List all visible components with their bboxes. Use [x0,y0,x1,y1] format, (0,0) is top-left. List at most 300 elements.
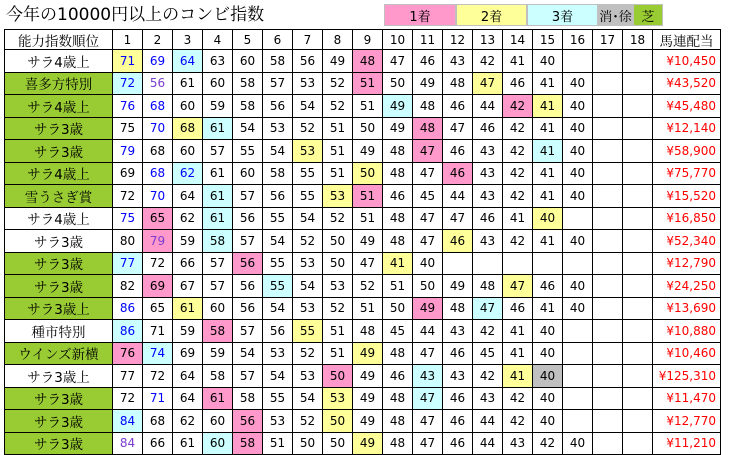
index-cell: 41 [533,185,563,208]
index-cell: 84 [113,410,143,433]
index-cell: 41 [383,253,413,276]
index-cell: 40 [563,433,593,455]
header-rank: 7 [293,29,323,50]
index-cell: 69 [113,163,143,186]
index-cell: 57 [263,73,293,96]
index-cell: 58 [203,320,233,343]
index-cell: 46 [503,298,533,321]
index-cell: 44 [473,95,503,118]
index-cell: 50 [413,275,443,298]
index-cell: 43 [473,388,503,411]
index-cell: 77 [113,253,143,276]
header-rank: 11 [413,29,443,50]
index-cell: 40 [563,118,593,141]
index-cell: 53 [263,343,293,366]
index-cell: 46 [413,50,443,73]
index-cell: 52 [323,298,353,321]
index-cell: 40 [533,208,563,231]
index-cell: 45 [383,320,413,343]
payout-cell: ¥58,900 [653,140,721,163]
index-cell: 40 [563,275,593,298]
index-cell: 64 [173,388,203,411]
header-rank: 10 [383,29,413,50]
index-cell: 53 [323,388,353,411]
payout-cell: ¥15,520 [653,185,721,208]
index-cell [623,410,653,433]
index-cell: 49 [353,140,383,163]
index-cell: 58 [233,95,263,118]
index-cell: 48 [413,118,443,141]
index-cell: 42 [503,163,533,186]
index-cell: 42 [503,388,533,411]
index-cell: 72 [113,388,143,411]
index-cell: 40 [563,163,593,186]
payout-cell: ¥12,770 [653,410,721,433]
index-cell: 41 [533,298,563,321]
index-cell: 57 [233,230,263,253]
payout-cell: ¥10,450 [653,50,721,73]
index-cell: 51 [323,343,353,366]
index-cell: 86 [113,298,143,321]
index-cell [623,275,653,298]
index-cell: 43 [443,50,473,73]
index-cell: 54 [293,275,323,298]
index-cell: 49 [383,118,413,141]
index-cell [563,208,593,231]
index-cell: 72 [143,365,173,388]
race-name-cell: ウインズ新横 [4,343,113,366]
index-cell: 75 [113,118,143,141]
legend-item: 1着 [384,4,456,26]
index-cell: 79 [113,140,143,163]
index-cell: 40 [563,230,593,253]
header-rank: 12 [443,29,473,50]
index-cell: 60 [233,163,263,186]
index-cell: 49 [353,410,383,433]
index-cell: 49 [413,73,443,96]
header-rank: 17 [593,29,623,50]
index-cell: 52 [293,118,323,141]
index-cell: 57 [203,140,233,163]
index-cell: 50 [353,163,383,186]
index-cell [623,73,653,96]
race-name-cell: 雪うさぎ賞 [4,185,113,208]
index-cell: 61 [203,185,233,208]
payout-cell: ¥12,140 [653,118,721,141]
index-cell: 70 [143,185,173,208]
index-cell: 58 [233,433,263,455]
index-cell: 46 [443,163,473,186]
index-cell: 75 [113,208,143,231]
index-cell: 59 [173,230,203,253]
index-cell: 51 [353,95,383,118]
index-cell: 50 [383,298,413,321]
index-cell: 69 [143,50,173,73]
index-cell: 59 [173,320,203,343]
index-cell [593,320,623,343]
index-cell: 64 [173,185,203,208]
race-name-cell: サラ4歳上 [4,95,113,118]
index-cell: 47 [413,208,443,231]
race-name-cell: サラ3歳 [4,433,113,455]
index-cell: 76 [113,95,143,118]
index-cell [563,388,593,411]
index-cell: 49 [413,298,443,321]
index-cell: 47 [503,275,533,298]
index-cell [623,230,653,253]
payout-cell: ¥43,520 [653,73,721,96]
header-rank: 9 [353,29,383,50]
index-cell: 47 [443,208,473,231]
index-cell: 41 [533,95,563,118]
index-cell: 49 [353,365,383,388]
index-cell: 61 [203,388,233,411]
index-cell [593,253,623,276]
index-cell: 47 [353,253,383,276]
header-rank: 14 [503,29,533,50]
index-cell: 51 [353,208,383,231]
index-cell [533,253,563,276]
index-cell: 50 [323,433,353,455]
index-cell: 64 [173,365,203,388]
payout-cell: ¥13,690 [653,298,721,321]
index-cell [593,185,623,208]
index-cell: 47 [413,410,443,433]
legend-item: 2着 [456,4,527,26]
index-cell [593,95,623,118]
index-cell: 56 [233,275,263,298]
sheet-title: 今年の10000円以上のコンビ指数 [6,2,264,28]
race-name-cell: 種市特別 [4,320,113,343]
index-cell: 59 [203,343,233,366]
index-cell [503,253,533,276]
index-cell [443,253,473,276]
payout-cell: ¥52,340 [653,230,721,253]
index-cell: 62 [173,208,203,231]
index-cell: 79 [143,230,173,253]
index-cell: 61 [203,163,233,186]
index-cell: 51 [353,185,383,208]
index-cell: 44 [473,433,503,455]
index-cell: 68 [143,140,173,163]
index-cell: 51 [353,73,383,96]
index-cell: 40 [533,320,563,343]
index-cell: 53 [263,410,293,433]
index-cell: 48 [473,275,503,298]
index-cell: 43 [413,365,443,388]
index-cell: 43 [503,433,533,455]
index-cell: 69 [143,275,173,298]
index-cell: 56 [233,253,263,276]
payout-cell: ¥125,310 [653,365,721,388]
race-name-cell: サラ4歳上 [4,208,113,231]
index-cell: 56 [233,410,263,433]
index-cell: 57 [203,253,233,276]
index-cell: 59 [203,95,233,118]
index-cell [623,50,653,73]
index-cell [623,118,653,141]
index-cell: 55 [293,320,323,343]
index-cell: 41 [533,140,563,163]
index-cell: 54 [263,230,293,253]
payout-cell: ¥10,880 [653,320,721,343]
index-cell: 82 [113,275,143,298]
index-cell: 45 [413,185,443,208]
index-cell [593,298,623,321]
index-cell: 46 [443,410,473,433]
index-cell: 65 [143,208,173,231]
index-cell: 60 [203,298,233,321]
index-cell: 40 [563,298,593,321]
race-name-cell: 喜多方特別 [4,73,113,96]
index-cell: 51 [323,163,353,186]
index-cell: 40 [533,388,563,411]
index-cell: 46 [473,118,503,141]
index-cell: 49 [443,275,473,298]
index-cell: 41 [533,118,563,141]
index-cell: 68 [173,118,203,141]
index-cell: 47 [443,118,473,141]
index-cell: 48 [383,433,413,455]
index-cell: 46 [443,433,473,455]
index-cell [623,163,653,186]
index-cell: 53 [323,275,353,298]
index-cell: 54 [263,140,293,163]
index-cell: 58 [263,50,293,73]
index-cell: 44 [443,185,473,208]
index-cell [623,95,653,118]
index-cell: 53 [293,365,323,388]
race-name-cell: サラ3歳 [4,253,113,276]
race-name-cell: サラ4歳上 [4,50,113,73]
index-cell: 40 [533,343,563,366]
index-cell: 40 [413,253,443,276]
index-cell: 48 [383,410,413,433]
index-cell: 50 [293,433,323,455]
index-cell: 41 [503,343,533,366]
race-name-cell: サラ3歳 [4,140,113,163]
index-cell: 53 [293,298,323,321]
index-cell [563,343,593,366]
index-cell: 49 [323,50,353,73]
index-cell: 44 [413,320,443,343]
index-cell: 50 [323,410,353,433]
index-cell: 53 [293,73,323,96]
index-cell: 72 [113,185,143,208]
index-cell: 46 [383,185,413,208]
index-cell: 51 [383,275,413,298]
index-cell: 55 [263,253,293,276]
index-cell: 68 [143,410,173,433]
index-cell: 60 [203,410,233,433]
race-name-cell: サラ3歳 [4,118,113,141]
index-cell [623,388,653,411]
index-cell: 42 [503,95,533,118]
index-cell: 49 [383,95,413,118]
payout-cell: ¥11,470 [653,388,721,411]
index-cell: 53 [323,185,353,208]
index-cell [593,50,623,73]
index-cell: 43 [473,163,503,186]
index-cell: 56 [233,208,263,231]
header-payout: 馬連配当 [653,29,721,50]
header-rank: 2 [143,29,173,50]
index-cell: 53 [263,118,293,141]
index-cell: 48 [383,163,413,186]
index-cell [593,275,623,298]
index-cell: 43 [443,320,473,343]
payout-cell: ¥45,480 [653,95,721,118]
index-cell [623,320,653,343]
index-cell [593,410,623,433]
header-label: 能力指数順位 [4,29,113,50]
index-cell: 71 [143,320,173,343]
index-cell: 46 [503,73,533,96]
index-cell: 56 [143,73,173,96]
legend-item: 芝 [633,4,663,26]
race-name-cell: サラ4歳上 [4,163,113,186]
race-name-cell: サラ3歳 [4,410,113,433]
index-cell: 71 [113,50,143,73]
payout-cell: ¥75,770 [653,163,721,186]
index-cell: 47 [473,298,503,321]
index-cell: 49 [353,433,383,455]
index-cell: 41 [503,208,533,231]
legend-item: 3着 [527,4,598,26]
index-cell: 67 [173,275,203,298]
index-cell: 57 [233,185,263,208]
index-cell: 49 [353,343,383,366]
index-cell: 60 [203,73,233,96]
index-cell: 40 [563,95,593,118]
index-cell: 42 [473,365,503,388]
index-cell: 50 [323,253,353,276]
index-cell: 61 [203,118,233,141]
index-cell [593,343,623,366]
header-rank: 6 [263,29,293,50]
race-name-cell: サラ3歳 [4,230,113,253]
index-cell: 56 [263,95,293,118]
index-cell: 66 [173,253,203,276]
index-cell: 50 [323,365,353,388]
index-cell: 55 [263,388,293,411]
index-cell: 44 [473,410,503,433]
index-cell: 42 [473,320,503,343]
index-cell: 58 [263,163,293,186]
index-cell: 72 [143,253,173,276]
index-cell: 48 [383,388,413,411]
index-cell [623,253,653,276]
index-cell: 72 [113,73,143,96]
index-cell: 47 [413,140,443,163]
index-cell: 68 [143,163,173,186]
header-rank: 16 [563,29,593,50]
index-cell: 54 [233,118,263,141]
index-cell: 47 [413,163,443,186]
index-cell: 49 [353,230,383,253]
index-cell: 47 [413,230,443,253]
index-cell [623,365,653,388]
index-cell: 43 [443,365,473,388]
index-cell [623,208,653,231]
index-cell: 61 [203,208,233,231]
index-cell [593,118,623,141]
header-rank: 5 [233,29,263,50]
index-cell: 48 [353,50,383,73]
index-cell: 46 [473,208,503,231]
index-cell: 43 [473,185,503,208]
index-cell [593,388,623,411]
legend-item: 消･徐 [598,4,633,26]
index-cell: 50 [383,73,413,96]
index-cell: 53 [293,140,323,163]
index-cell: 53 [293,253,323,276]
index-cell [593,73,623,96]
payout-cell: ¥11,210 [653,433,721,455]
index-cell: 49 [353,388,383,411]
index-cell [623,185,653,208]
index-cell: 46 [383,365,413,388]
index-cell: 57 [233,365,263,388]
index-cell: 42 [503,410,533,433]
index-cell: 50 [353,118,383,141]
index-cell [563,410,593,433]
index-cell: 41 [503,50,533,73]
index-cell: 48 [413,95,443,118]
index-cell: 52 [293,230,323,253]
index-cell: 40 [563,185,593,208]
index-cell: 57 [233,320,263,343]
index-cell: 42 [473,50,503,73]
index-cell: 55 [293,185,323,208]
index-cell: 47 [473,73,503,96]
index-cell: 52 [323,73,353,96]
index-cell [563,50,593,73]
index-cell: 51 [323,118,353,141]
index-cell: 51 [353,298,383,321]
index-cell [593,140,623,163]
index-cell: 41 [503,320,533,343]
index-cell: 65 [143,298,173,321]
index-cell: 60 [233,50,263,73]
index-cell: 40 [533,50,563,73]
index-cell: 55 [293,163,323,186]
index-cell: 51 [323,140,353,163]
index-cell [593,163,623,186]
index-cell: 74 [143,343,173,366]
index-cell: 80 [113,230,143,253]
index-cell: 77 [113,365,143,388]
index-cell: 54 [263,298,293,321]
index-cell: 69 [173,343,203,366]
index-cell: 52 [323,208,353,231]
index-cell: 55 [263,275,293,298]
index-cell: 52 [293,410,323,433]
index-cell: 60 [173,140,203,163]
index-cell: 61 [173,73,203,96]
index-cell: 54 [263,365,293,388]
index-cell: 56 [263,320,293,343]
index-cell [563,253,593,276]
index-cell: 52 [353,275,383,298]
index-cell: 40 [533,365,563,388]
race-name-cell: サラ3歳 [4,275,113,298]
index-cell [623,343,653,366]
index-cell: 43 [473,230,503,253]
index-cell: 55 [233,140,263,163]
index-cell: 56 [233,298,263,321]
header-rank: 13 [473,29,503,50]
